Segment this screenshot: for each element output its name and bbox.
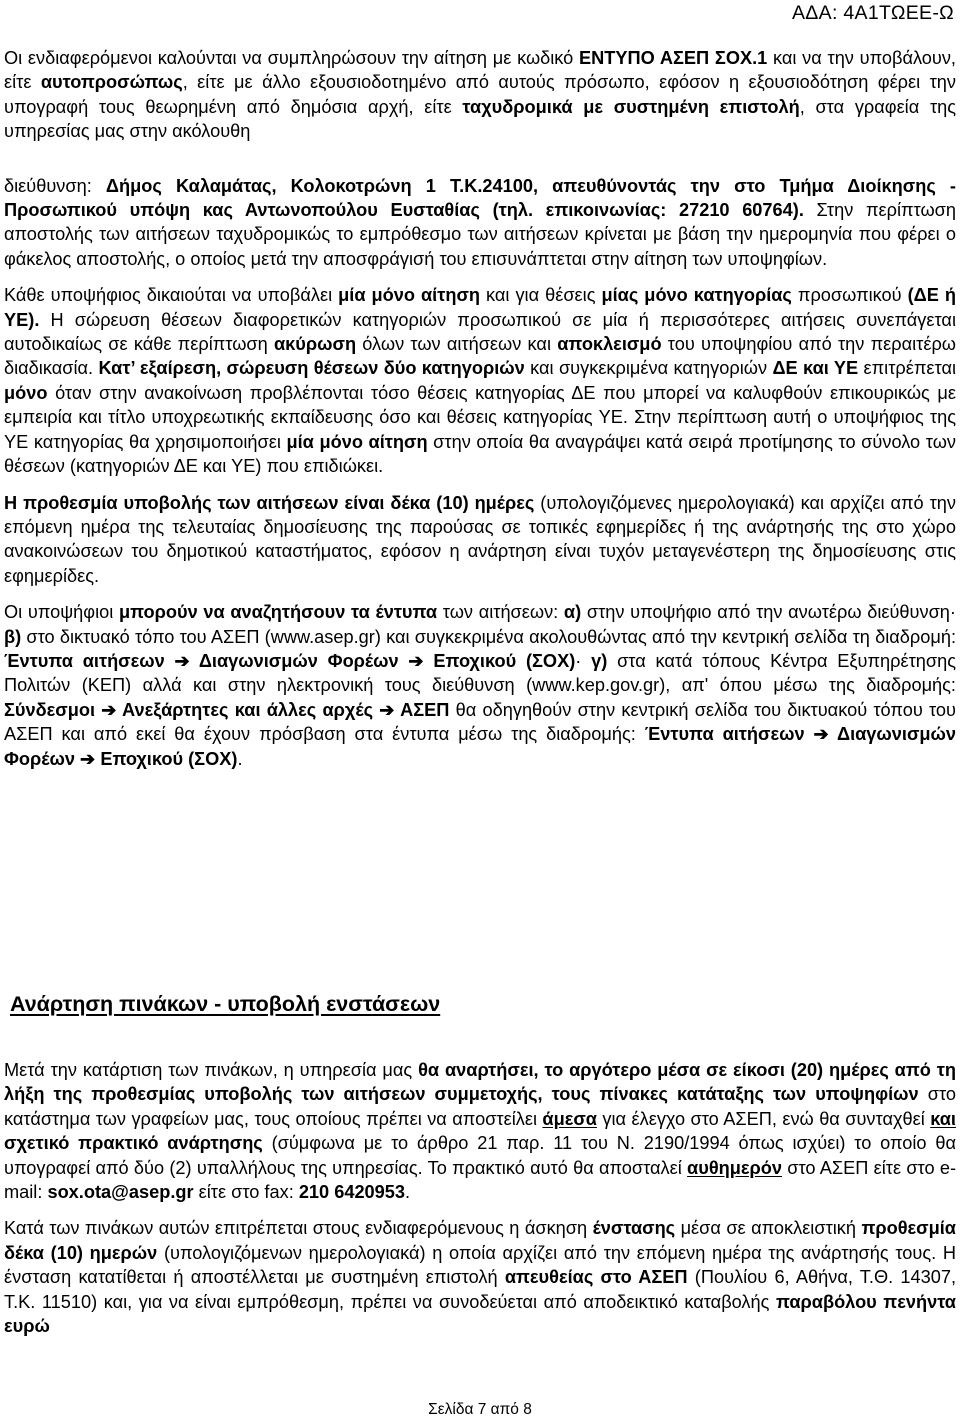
section-heading: Ανάρτηση πινάκων - υποβολή ενστάσεων bbox=[10, 992, 441, 1016]
paragraph-address: διεύθυνση: Δήμος Καλαμάτας, Κολοκοτρώνη 1 Τ.Κ.24100, απευθύνοντάς την στο Τμήμα Διοίκησης - Προσωπικού υπόψη κας Αντωνοπούλου Ευσταθίας (τηλ. επικοινωνίας: 27210 60764). Στην περίπτωση αποστολής των αιτήσεων ταχυδρομικώς το εμπρόθεσμο των αιτήσεων κρίνεται με βάση την ημερομηνία που φέρει ο φάκελος αποστολής, ο οποίος μετά την αποσφράγισή του επισυνάπτεται στην αίτηση των υποψηφίων. bbox=[4, 175, 956, 269]
body-text-bottom bbox=[4, 1058, 956, 1338]
page-number: Σελίδα 7 από 8 bbox=[428, 1401, 532, 1418]
paragraph-forms: Οι υποψήφιοι μπορούν να αναζητήσουν τα έντυπα των αιτήσεων: α) στην υποψήφιο από την ανωτέρω διεύθυνση· β) στο δικτυακό τόπο του ΑΣΕΠ (www.asep.gr) και συγκεκριμένα ακολουθώντας από την κεντρική σελίδα τη διαδρομή: Έντυπα αιτήσεων ➔ Διαγωνισμών Φορέων ➔ Εποχικού (ΣΟΧ)· γ) στα κατά τόπους Κέντρα Εξυπηρέτησης Πολιτών (ΚΕΠ) αλλά και στην ηλεκτρονική τους διεύθυνση (www.kep.gov.gr), απ' όπου μέσω της διαδρομής: Σύνδεσμοι ➔ Ανεξάρτητες και άλλες αρχές ➔ ΑΣΕΠ θα οδηγηθούν στην κεντρική σελίδα του δικτυακού τόπου του ΑΣΕΠ και από εκεί θα έχουν πρόσβαση στα έντυπα μέσω της διαδρομής: Έντυπα αιτήσεων ➔ Διαγωνισμών Φορέων ➔ Εποχικού (ΣΟΧ). bbox=[4, 602, 956, 769]
body-text-top bbox=[4, 46, 956, 771]
paragraph-submission: Οι ενδιαφερόμενοι καλούνται να συμπληρώσουν την αίτηση με κωδικό ΕΝΤΥΠΟ ΑΣΕΠ ΣΟΧ.1 και να την υποβάλουν, είτε αυτοπροσώπως, είτε με άλλο εξουσιοδοτημένο από αυτούς πρόσωπο, εφόσον η εξουσιοδότηση φέρει την υπογραφή τους θεωρημένη από δημόσια αρχή, είτε ταχυδρομικά με συστημένη επιστολή, στα γραφεία της υπηρεσίας μας στην ακόλουθη bbox=[4, 48, 957, 142]
paragraph-deadline: Η προθεσμία υποβολής των αιτήσεων είναι δέκα (10) ημέρες (υπολογιζόμενες ημερολογιακά) και αρχίζει από την επόμενη ημέρα της τελευταίας δημοσίευσης της παρούσας σε τοπικές εφημερίδες ή της ανάρτησής της στο χώρο ανακοινώσεων του δημοτικού καταστήματος, εφόσον η ανάρτηση είναι τυχόν μεταγενέστερη της δημοσίευσης στις εφημερίδες. bbox=[4, 492, 956, 586]
paragraph-objections: Κατά των πινάκων αυτών επιτρέπεται στους ενδιαφερόμενους η άσκηση ένστασης μέσα σε αποκλειστική προθεσμία δέκα (10) ημερών (υπολογιζόμενων ημερολογιακά) η οποία αρχίζει από την επόμενη ημέρα της ανάρτησής τους. Η ένσταση κατατίθεται ή αποστέλλεται με συστημένη επιστολή απευθείας στο ΑΣΕΠ (Πουλίου 6, Αθήνα, Τ.Θ. 14307, Τ.Κ. 11510) και, για να είναι εμπρόθεσμη, πρέπει να συνοδεύεται από αποδεικτικό καταβολής παραβόλου πενήντα ευρώ bbox=[4, 1218, 957, 1337]
paragraph-single-application: Κάθε υποψήφιος δικαιούται να υποβάλει μία μόνο αίτηση και για θέσεις μίας μόνο κατηγορίας προσωπικού (ΔΕ ή ΥΕ). Η σώρευση θέσεων διαφορετικών κατηγοριών προσωπικού σε μία ή περισσότερες αιτήσεις συνεπάγεται αυτοδικαίως σε κάθε περίπτωση ακύρωση όλων των αιτήσεων και αποκλεισμό του υποψηφίου από την περαιτέρω διαδικασία. Κατ’ εξαίρεση, σώρευση θέσεων δύο κατηγοριών και συγκεκριμένα κατηγοριών ΔΕ και ΥΕ επιτρέπεται μόνο όταν στην ανακοίνωση προβλέπονται τόσο θέσεις κατηγορίας ΔΕ που μπορεί να καλυφθούν επικουρικώς με εμπειρία και τίτλο υποχρεωτικής εκπαίδευσης όσο και θέσεις κατηγορίας ΥΕ. Στην περίπτωση αυτή ο υποψήφιος της ΥΕ κατηγορίας θα χρησιμοποιήσει μία μόνο αίτηση στην οποία θα αναγράψει κατά σειρά προτίμησης το σύνολο των θέσεων (κατηγοριών ΔΕ και ΥΕ) που επιδιώκει. bbox=[4, 285, 957, 477]
paragraph-tables-posting: Μετά την κατάρτιση των πινάκων, η υπηρεσία μας θα αναρτήσει, το αργότερο μέσα σε είκοσι (20) ημέρες από τη λήξη της προθεσμίας υποβολής των αιτήσεων συμμετοχής, τους πίνακες κατάταξης των υποψηφίων στο κατάστημα των γραφείων μας, τους οποίους πρέπει να αποστείλει άμεσα για έλεγχο στο ΑΣΕΠ, ενώ θα συνταχθεί και σχετικό πρακτικό ανάρτησης (σύμφωνα με το άρθρο 21 παρ. 11 του Ν. 2190/1994 όπως ισχύει) το οποίο θα υπογραφεί από δύο (2) υπαλλήλους της υπηρεσίας. Το πρακτικό αυτό θα αποσταλεί αυθημερόν στο ΑΣΕΠ είτε στο e-mail: sox.ota@asep.gr είτε στο fax: 210 6420953. bbox=[4, 1060, 957, 1203]
ada-code: ΑΔΑ: 4Α1ΤΩΕΕ-Ω bbox=[792, 2, 954, 24]
